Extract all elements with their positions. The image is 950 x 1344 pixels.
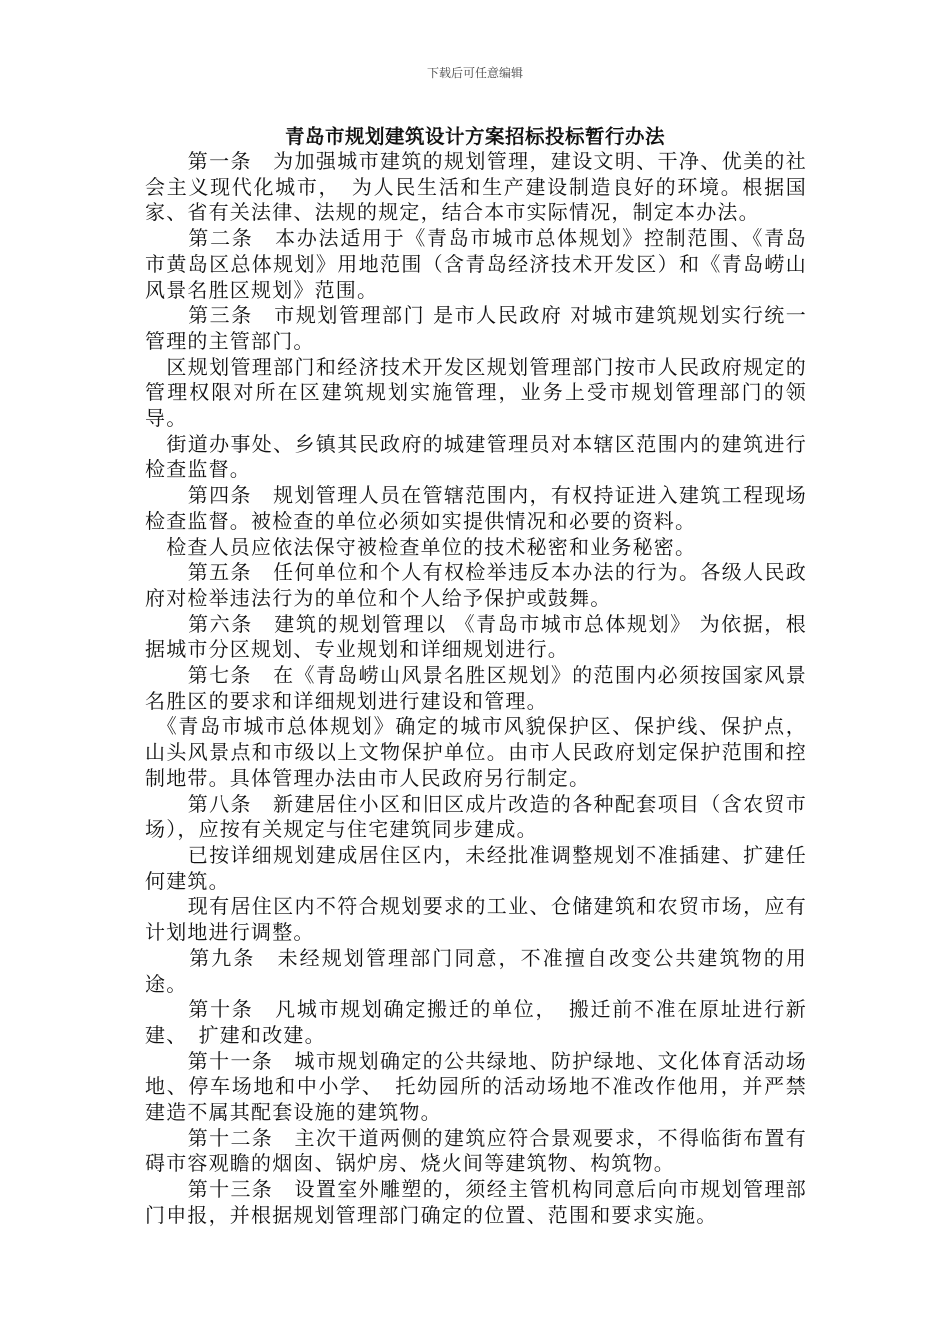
paragraph-article-1: 第一条 为加强城市建筑的规划管理，建设文明、干净、优美的社会主义现代化城市， 为人民生活和生产建设制造良好的环境。根据国家、省有关法律、法规的规定，结合本市实际情况，制定本办法。 — [145, 149, 807, 225]
paragraph: 检查人员应依法保守被检查单位的技术秘密和业务秘密。 — [145, 534, 697, 559]
paragraph-article-12: 第十二条 主次干道两侧的建筑应符合景观要求，不得临街布置有碍市容观瞻的烟囱、锅炉房、烧火间等建筑物、构筑物。 — [145, 1125, 807, 1176]
paragraph: 现有居住区内不符合规划要求的工业、仓储建筑和农贸市场，应有计划地进行调整。 — [145, 894, 807, 945]
paragraph-article-6: 第六条 建筑的规划管理以 《青岛市城市总体规划》 为依据，根据城市分区规划、专业规划和详细规划进行。 — [145, 611, 807, 662]
paragraph: 区规划管理部门和经济技术开发区规划管理部门按市人民政府规定的管理权限对所在区建筑规划实施管理，业务上受市规划管理部门的领导。 — [145, 354, 807, 431]
paragraph: 《青岛市城市总体规划》确定的城市风貌保护区、保护线、保护点，山头风景点和市级以上文物保护单位。由市人民政府划定保护范围和控制地带。具体管理办法由市人民政府另行制定。 — [145, 714, 807, 790]
document-body — [145, 149, 807, 1229]
paragraph: 街道办事处、乡镇其民政府的城建管理员对本辖区范围内的建筑进行检查监督。 — [145, 431, 807, 482]
document-title: 青岛市规划建筑设计方案招标投标暂行办法 — [284, 125, 665, 148]
paragraph-article-5: 第五条 任何单位和个人有权检举违反本办法的行为。各级人民政府对检举违法行为的单位和个人给予保护或鼓舞。 — [145, 560, 807, 610]
paragraph-article-13: 第十三条 设置室外雕塑的，须经主管机构同意后向市规划管理部门申报，并根据规划管理部门确定的位置、范围和要求实施。 — [145, 1177, 807, 1227]
paragraph-article-10: 第十条 凡城市规划确定搬迁的单位， 搬迁前不准在原址进行新建、 扩建和改建。 — [145, 997, 807, 1047]
paragraph-article-11: 第十一条 城市规划确定的公共绿地、防护绿地、文化体育活动场地、停车场地和中小学、 托幼园所的活动场地不准改作他用，并严禁建造不属其配套设施的建筑物。 — [145, 1048, 807, 1125]
page-header-note: 下载后可任意编辑 — [426, 66, 523, 80]
paragraph-article-3: 第三条 市规划管理部门 是市人民政府 对城市建筑规划实行统一管理的主管部门。 — [145, 303, 807, 353]
paragraph-article-9: 第九条 未经规划管理部门同意，不准擅自改变公共建筑物的用途。 — [145, 945, 807, 996]
paragraph-article-8: 第八条 新建居住小区和旧区成片改造的各种配套项目（含农贸市场），应按有关规定与住宅建筑同步建成。 — [145, 791, 807, 842]
paragraph-article-7: 第七条 在《青岛崂山风景名胜区规划》的范围内必须按国家风景名胜区的要求和详细规划进行建设和管理。 — [145, 663, 807, 713]
paragraph: 已按详细规划建成居住区内，未经批准调整规划不准插建、扩建任何建筑。 — [145, 842, 807, 893]
paragraph-article-2: 第二条 本办法适用于《青岛市城市总体规划》控制范围、《青岛市黄岛区总体规划》用地范围（含青岛经济技术开发区）和《青岛崂山风景名胜区规划》范围。 — [145, 226, 807, 302]
paragraph-article-4: 第四条 规划管理人员在管辖范围内，有权持证进入建筑工程现场检查监督。被检查的单位必须如实提供情况和必要的资料。 — [145, 483, 807, 533]
